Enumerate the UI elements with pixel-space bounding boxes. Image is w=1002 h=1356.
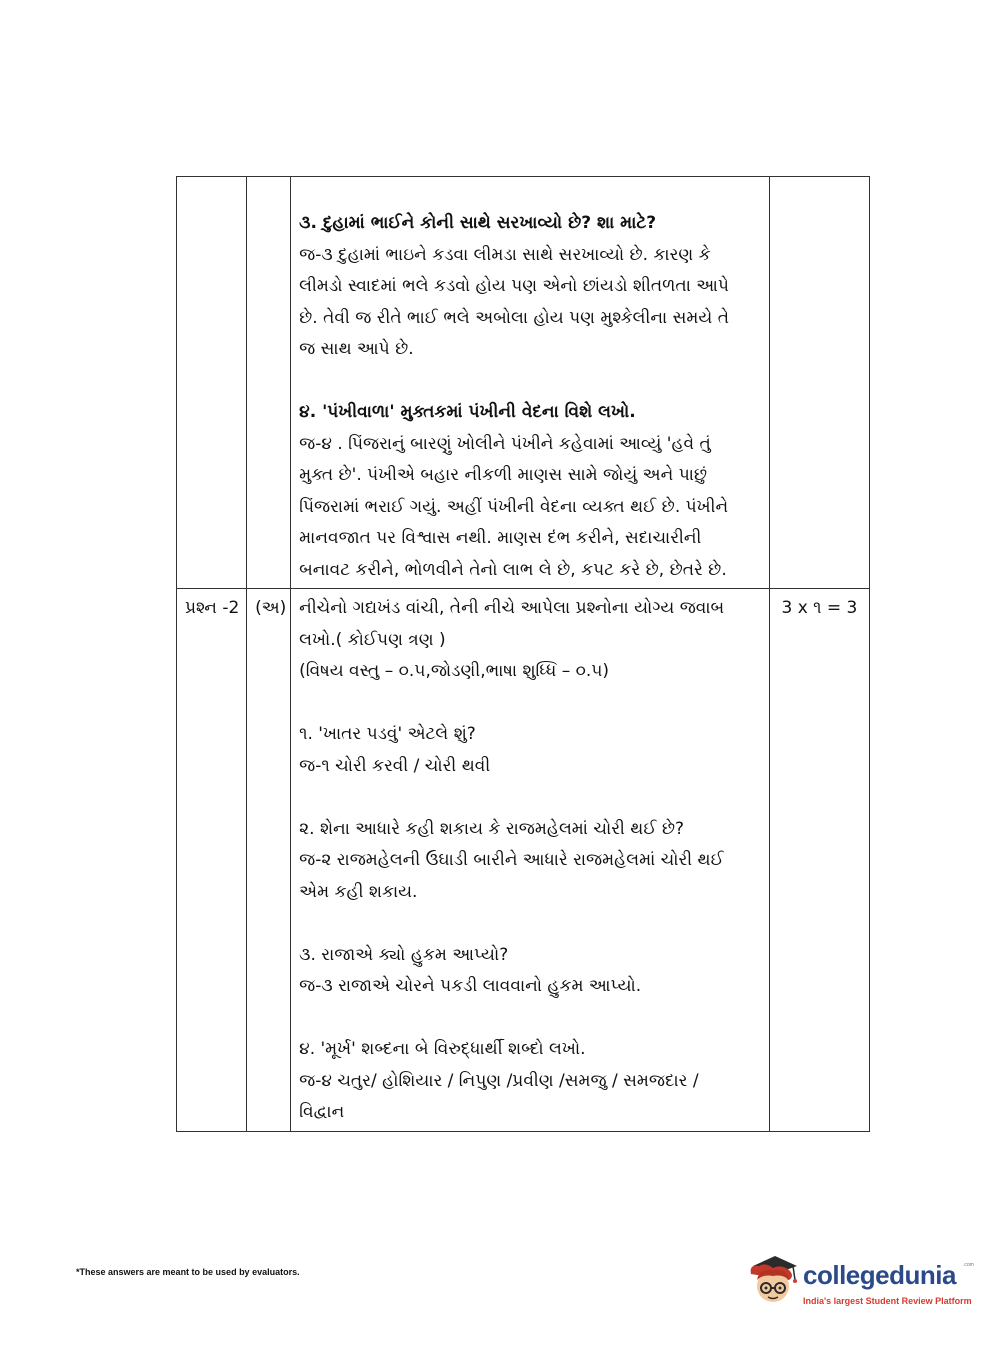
answer-line: વિદ્વાન [299,1102,345,1122]
answer-line: જ સાથ આપે છે. [299,339,414,359]
spacer [299,688,763,720]
spacer [299,908,763,940]
answer-line: મુક્ત છે'. પંખીએ બહાર નીકળી માણસ સામે જોયું અને પાછું [299,465,708,485]
answer-line: ૨. શેના આધારે કહી શકાય કે રાજમહેલમાં ચોરી થઈ છે? [299,818,685,839]
answer-line: જ-૧ ચોરી કરવી / ચોરી થવી [299,755,491,776]
logo-tagline: India's largest Student Review Platform [803,1296,972,1306]
marks-cell [769,589,869,1132]
answer-line: છે. તેવી જ રીતે ભાઈ ભલે અબોલા હોય પણ મુશ્કેલીના સમયે તે [299,307,729,328]
answer-line: જ-૨ રાજમહેલની ઉઘાડી બારીને આધારે રાજમહેલમાં ચોરી થઈ [299,850,724,870]
answer-cell [291,177,770,589]
question-number-cell-text [177,177,246,210]
answer-line: પિંજરામાં ભરાઈ ગયું. અહીં પંખીની વેદના વ્યક્ત થઈ છે. પંખીને [299,496,729,517]
answer-line: માનવજાત પર વિશ્વાસ નથી. માણસ દંભ કરીને, સદાચારીની [299,528,702,548]
spacer [299,782,763,814]
answer-line: લીમડો સ્વાદમાં ભલે કડવો હોય પણ એનો છાંયડો શીતળતા આપે [299,276,729,296]
answer-line: ૧. 'ખાતર પડવું' એટલે શું? [299,724,476,744]
marks-cell-text: 3 x ૧ = 3 [781,598,858,618]
question-number-cell-text: પ્રશ્ન -2 [185,598,240,618]
answer-line: જ-૩ રાજાએ ચોરને પકડી લાવવાનો હુકમ આપ્યો. [299,976,642,996]
question-number-cell [177,177,247,589]
answer-line: એમ કહી શકાય. [299,881,418,902]
answer-line: લખો.( કોઈપણ ત્રણ ) [299,629,446,650]
answer-line: જ-૪ . પિંજરાનું બારણું ખોલીને પંખીને કહેવામાં આવ્યું 'હવે તું [299,433,711,454]
sub-question-cell [247,589,291,1132]
question-text: ૪. 'પંખીવાળા' મુક્તકમાં પંખીની વેદના વિશે લખો. [299,402,636,422]
question-number-cell [177,589,247,1132]
marks-cell [769,177,869,589]
collegedunia-logo [745,1252,975,1312]
table-row [177,589,870,1132]
sub-question-cell-text [247,177,290,210]
answer-line: જ-૩ દુહામાં ભાઇને કડવા લીમડા સાથે સરખાવ્યો છે. કારણ કે [299,244,711,265]
sub-question-cell [247,177,291,589]
spacer [299,1003,763,1035]
table-row [177,177,870,589]
answer-line: જ-૪ ચતુર/ હોશિયાર / નિપુણ /પ્રવીણ /સમજુ / સમજદાર / [299,1070,699,1091]
answer-line: (વિષય વસ્તુ – ૦.૫,જોડણી,ભાષા શુધ્ધિ – ૦.૫) [299,661,610,681]
answer-cell [291,589,770,1132]
spacer [299,366,763,398]
sub-question-cell-text: (અ) [255,598,287,618]
question-text: ૩. દુહામાં ભાઈને કોની સાથે સરખાવ્યો છે? શા માટે? [299,213,657,233]
answer-line: નીચેનો ગદ્યખંડ વાંચી, તેની નીચે આપેલા પ્રશ્નોના યોગ્ય જવાબ [299,598,725,618]
student-mascot-icon [745,1252,801,1312]
evaluator-note: *These answers are meant to be used by evaluators. [76,1267,300,1277]
answer-line: ૪. 'મૂર્ખ' શબ્દના બે વિરુદ્ધાર્થી શબ્દો લખો. [299,1039,586,1059]
marks-cell-text [770,177,869,210]
answer-line: ૩. રાજાએ ક્યો હુકમ આપ્યો? [299,944,509,965]
logo-wordmark: collegedunia [803,1260,956,1290]
logo-domain: .com [963,1262,974,1268]
answer-line: બનાવટ કરીને, ભોળવીને તેનો લાભ લે છે, કપટ કરે છે, છેતરે છે. [299,559,727,580]
answer-table [176,176,870,1132]
